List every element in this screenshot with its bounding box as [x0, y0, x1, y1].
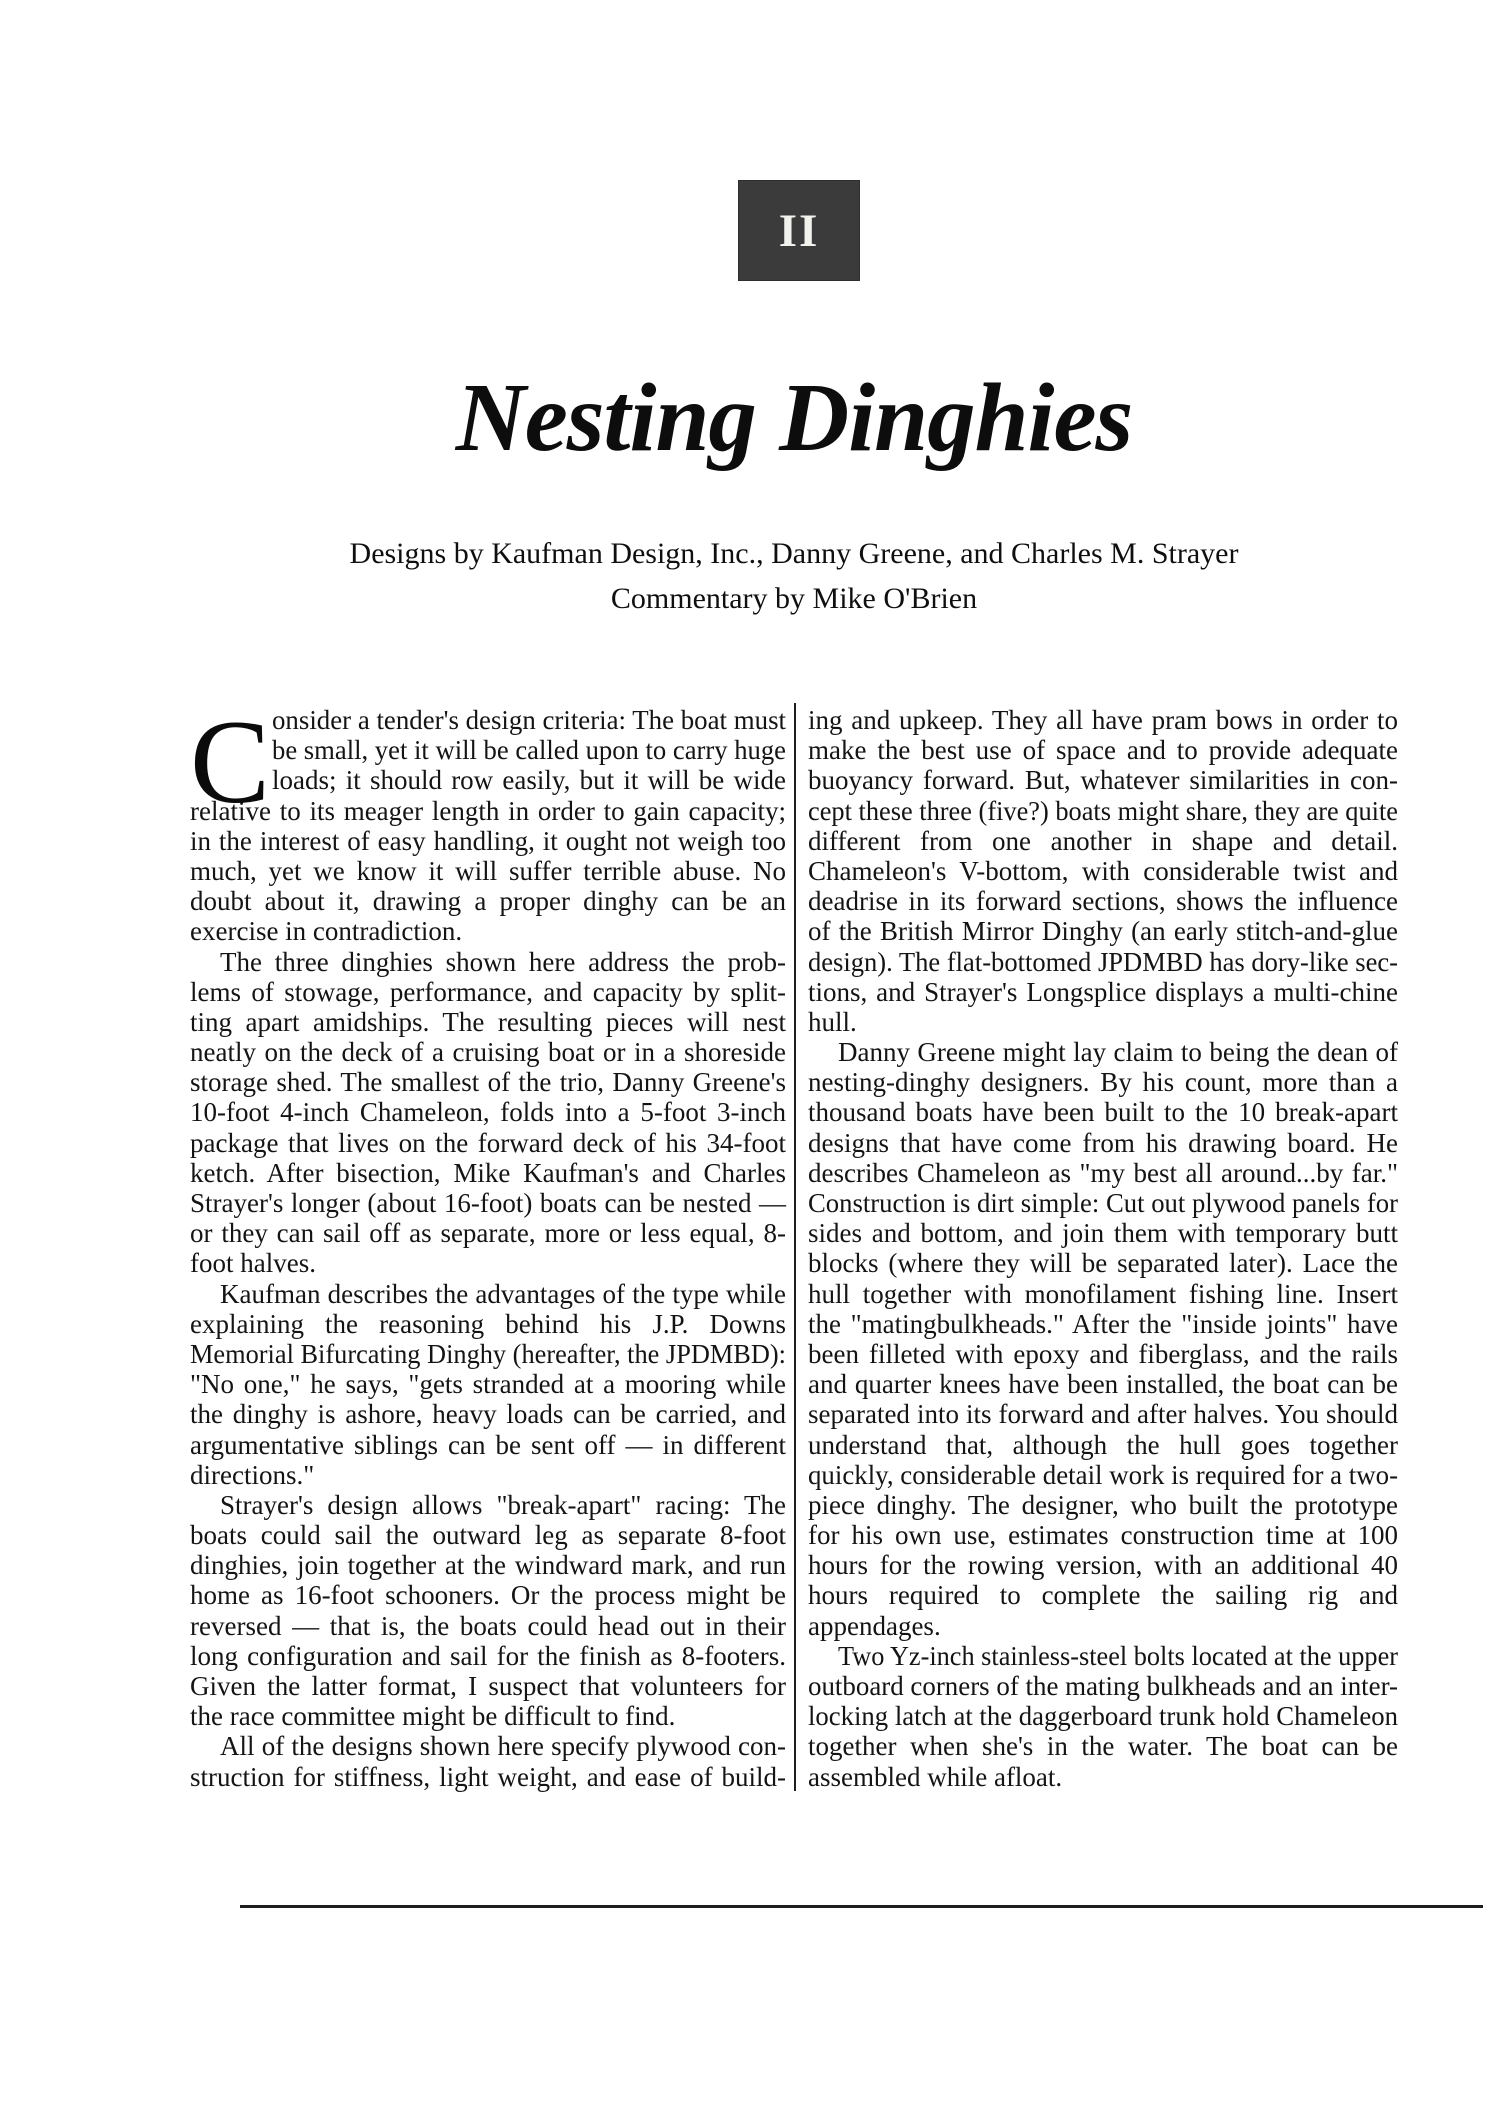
text-line [190, 1248, 786, 1278]
text-line: and quarter knees have been installed, the boat can be [808, 1369, 1398, 1400]
text-line-content: Construction is dirt simple: Cut out plywood panels for [808, 1188, 1398, 1218]
text-line-content: foot halves. [190, 1248, 316, 1279]
text-line: buoyancy forward. But, whatever similarities in con- [808, 765, 1398, 796]
footer-rule [240, 1905, 1483, 1908]
text-line: deadrise in its forward sections, shows the influence [808, 886, 1398, 917]
drop-cap: C [190, 695, 271, 828]
text-line-content: directions." [190, 1459, 315, 1490]
text-line-content: the race committee might be difficult to find. [190, 1701, 676, 1732]
article-column-right [808, 705, 1398, 1792]
text-line: sides and bottom, and join them with temporary butt [808, 1218, 1398, 1249]
text-line: thousand boats have been built to the 10 break-apart [808, 1097, 1398, 1128]
text-line: tions, and Strayer's Longsplice displays a multi-chine [808, 976, 1398, 1007]
text-line-content: assembled while afloat. [808, 1761, 1063, 1792]
chapter-number-box [738, 180, 860, 281]
text-line: doubt about it, drawing a proper dinghy can be an [190, 886, 786, 917]
text-line: piece dinghy. The designer, who built the prototype [808, 1489, 1398, 1520]
text-line: been filleted with epoxy and fiberglass, and the rails [808, 1338, 1398, 1369]
text-line-content: onsider a tender's design criteria: The boat must [272, 705, 786, 735]
text-line [808, 1671, 1398, 1701]
text-line [190, 1701, 786, 1731]
text-line: in the interest of easy handling, it ought not weigh too [190, 825, 786, 856]
text-line-content: Memorial Bifurcating Dinghy (hereafter, the JPDMBD): [190, 1338, 787, 1369]
text-line: understand that, although the hull goes together [808, 1429, 1398, 1460]
text-line [190, 1460, 786, 1490]
text-line: Strayer's design allows "break-apart" racing: The [220, 1489, 786, 1520]
text-line: nesting-dinghy designers. By his count, more than a [808, 1067, 1398, 1098]
text-line: lems of stowage, performance, and capacity by split- [190, 976, 786, 1007]
article-column-left [190, 695, 787, 1792]
text-line [190, 916, 786, 946]
chapter-number-label: II [778, 204, 820, 257]
text-line: Kaufman describes the advantages of the type while [220, 1278, 786, 1309]
text-line: much, yet we know it will suffer terrible abuse. No [190, 855, 786, 886]
text-line: hull together with monofilament fishing line. Insert [808, 1278, 1398, 1309]
text-line: ketch. After bisection, Mike Kaufman's and Charles [190, 1157, 786, 1188]
text-line: blocks (where they will be separated later). Lace the [808, 1248, 1398, 1279]
text-line: make the best use of space and to provide adequate [808, 735, 1398, 766]
text-line: The three dinghies shown here address the prob- [220, 946, 786, 977]
text-line: argumentative siblings can be sent off — in different [190, 1429, 786, 1460]
text-line-content: exercise in contradiction. [190, 916, 463, 947]
text-line-content: outboard corners of the mating bulkheads and an inter- [808, 1671, 1399, 1701]
text-line: Danny Greene might lay claim to being the dean of [838, 1037, 1398, 1068]
text-line: neatly on the deck of a cruising boat or in a shoreside [190, 1037, 786, 1068]
text-line [808, 1007, 1398, 1037]
text-line: relative to its meager length in order to gain capacity; [190, 795, 786, 826]
text-line: long configuration and sail for the finish as 8-footers. [190, 1640, 786, 1671]
text-line-content: cept these three (five?) boats might share, they are quite [808, 795, 1398, 826]
text-line: together when she's in the water. The boat can be [808, 1731, 1398, 1762]
text-line: package that lives on the forward deck of his 34-foot [190, 1127, 786, 1158]
text-line: reversed — that is, the boats could head out in their [190, 1610, 786, 1641]
text-line: 10-foot 4-inch Chameleon, folds into a 5-foot 3-inch [190, 1097, 786, 1128]
text-line: dinghies, join together at the windward mark, and run [190, 1550, 786, 1581]
text-line: explaining the reasoning behind his J.P. Downs [190, 1308, 786, 1339]
page-title: Nesting Dinghies [455, 364, 1133, 471]
text-line [808, 796, 1398, 826]
text-line: Chameleon's V-bottom, with considerable twist and [808, 855, 1398, 886]
text-line: hours for the rowing version, with an additional 40 [808, 1550, 1398, 1581]
text-line: designs that have come from his drawing board. He [808, 1127, 1398, 1158]
text-line-content: Two Yz-inch stainless-steel bolts located at the upper [838, 1640, 1399, 1671]
text-line [808, 1188, 1398, 1218]
text-line-content: appendages. [808, 1610, 941, 1641]
text-line: different from one another in shape and detail. [808, 825, 1398, 856]
text-line [808, 1611, 1398, 1641]
text-line: Given the latter format, I suspect that volunteers for [190, 1671, 786, 1701]
text-line [808, 1762, 1398, 1792]
text-line: ing and upkeep. They all have pram bows in order to [808, 705, 1398, 735]
text-line-content: quickly, considerable detail work is required for a two- [808, 1459, 1399, 1490]
text-line [838, 1641, 1398, 1671]
text-line: separated into its forward and after halves. You should [808, 1399, 1398, 1430]
text-line-content: hull. [808, 1006, 857, 1037]
text-line: struction for stiffness, light weight, and ease of build- [190, 1761, 786, 1792]
text-line [808, 947, 1398, 977]
text-line: Strayer's longer (about 16-foot) boats can be nested — [190, 1188, 786, 1218]
text-line: ting apart amidships. The resulting pieces will nest [190, 1006, 786, 1037]
text-line [808, 1701, 1398, 1731]
text-line: the "matingbulkheads." After the "inside joints" have [808, 1308, 1398, 1339]
text-line: the dinghy is ashore, heavy loads can be carried, and [190, 1399, 786, 1430]
text-line-content: design). The flat-bottomed JPDMBD has dory-like sec- [808, 946, 1399, 977]
text-line-content: locking latch at the daggerboard trunk hold Chameleon [808, 1701, 1398, 1732]
text-line-content: be small, yet it will be called upon to carry huge [272, 735, 787, 766]
text-line: boats could sail the outward leg as separate 8-foot [190, 1520, 786, 1551]
text-line: home as 16-foot schooners. Or the process might be [190, 1580, 786, 1611]
byline-commentary: Commentary by Mike O'Brien [610, 582, 978, 615]
text-line [272, 705, 786, 735]
text-line: or they can sail off as separate, more or less equal, 8- [190, 1218, 786, 1249]
text-line: of the British Mirror Dinghy (an early stitch-and-glue [808, 916, 1398, 947]
text-line: describes Chameleon as "my best all around...by far." [808, 1157, 1398, 1188]
text-line: hours required to complete the sailing rig and [808, 1580, 1398, 1611]
text-line [808, 1460, 1398, 1490]
byline-block [144, 531, 1444, 621]
text-line: All of the designs shown here specify plywood con- [220, 1731, 786, 1762]
text-line [190, 1339, 786, 1369]
text-line [272, 735, 786, 765]
text-line: "No one," he says, "gets stranded at a mooring while [190, 1369, 786, 1400]
text-line: loads; it should row easily, but it will be wide [272, 765, 786, 796]
text-line: storage shed. The smallest of the trio, Danny Greene's [190, 1067, 786, 1098]
column-divider-rule [794, 703, 796, 1791]
text-line: for his own use, estimates construction time at 100 [808, 1520, 1398, 1551]
byline-designs: Designs by Kaufman Design, Inc., Danny Greene, and Charles M. Strayer [349, 537, 1239, 570]
